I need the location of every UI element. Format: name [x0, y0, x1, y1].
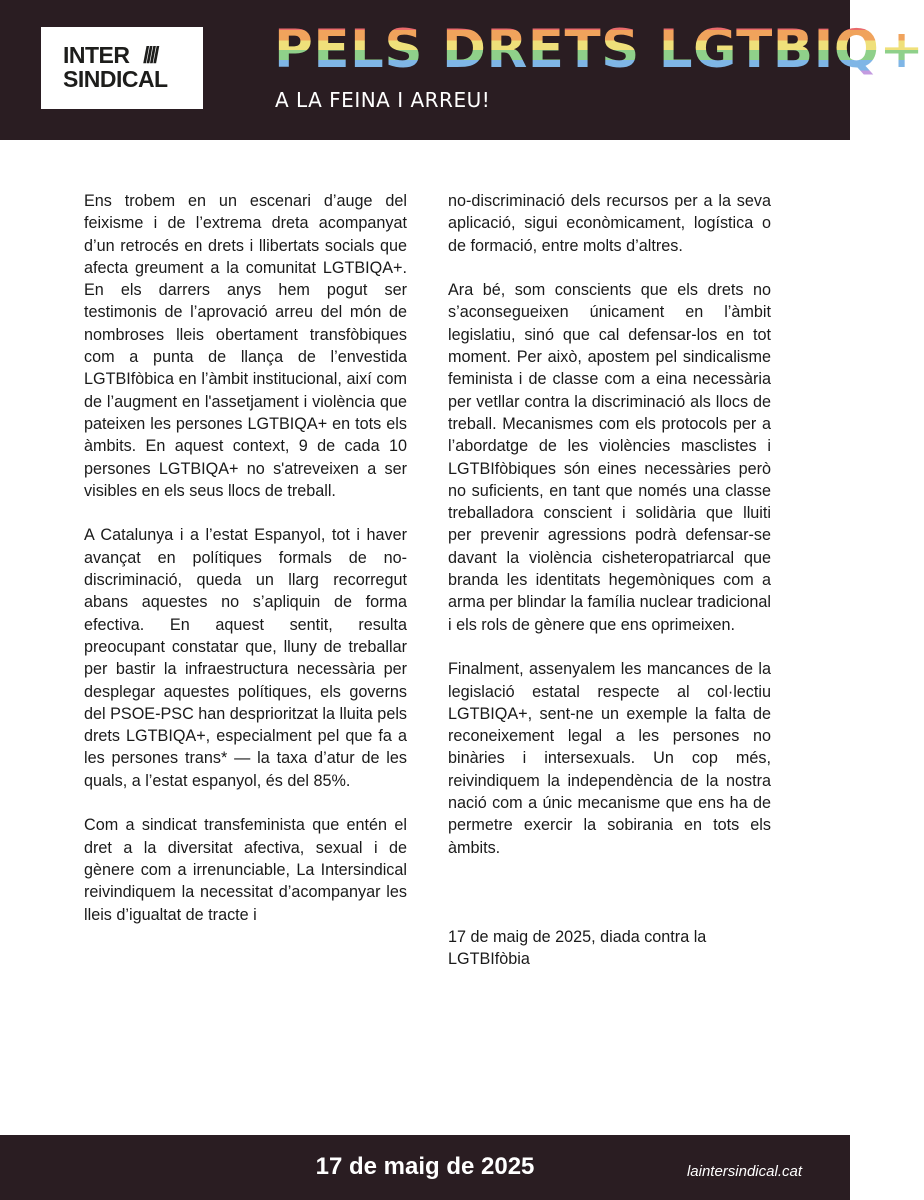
page-subtitle: A LA FEINA I ARREU!: [275, 88, 491, 112]
website-url: laintersindical.cat: [686, 1163, 802, 1180]
paragraph: A Catalunya i a l’estat Espanyol, tot i haver avançat en polítiques formals de no-discriminació, queda un llarg recorregut abans aquestes no s’apliquin de forma efectiva. En aquest sentit, resulta preocupant constatar que, lluny de treballar per bastir la infraestructura necessària per desplegar aquestes polítiques, els governs del PSOE-PSC han desprioritzat la lluita pels drets LGTBIQA+, especialment pel que fa a les persones trans* — la taxa d’atur de les quals, a l’estat espanyol, és del 85%.: [84, 526, 408, 790]
right-column: [448, 190, 771, 970]
paragraph: Com a sindicat transfeminista que entén el dret a la diversitat afectiva, sexual i de gènere com a irrenunciable, La Intersindical reivindiquem la necessitat d’acompanyar les lleis d’igualtat de tracte i: [84, 816, 407, 924]
logo-slashes: ////: [143, 42, 157, 68]
left-column: [84, 190, 407, 926]
page-title: PELS DRETS LGTBIQ+: [274, 19, 924, 80]
paragraph: Finalment, assenyalem les mancances de la legislació estatal respecte al col·lectiu LGTBIQA+, sent-ne un exemple la falta de reconeixement legal a les persones no binàries i intersexuals. Un cop més, reivindiquem la independència de la nostra nació com a únic mecanisme que ens ha de permetre exercir la sobirania en tots els àmbits.: [448, 660, 771, 857]
paragraph: no-discriminació dels recursos per a la seva aplicació, sigui econòmicament, logística o de formació, entre molts d’altres.: [448, 192, 771, 255]
header-banner: [0, 0, 924, 140]
spacer: [448, 881, 771, 903]
closing-line: 17 de maig de 2025, diada contra la LGTBIfòbia: [448, 927, 707, 969]
footer-bar: [0, 1135, 850, 1200]
paragraph: Ara bé, som conscients que els drets no s’aconsegueixen únicament en l’àmbit legislatiu, sinó que cal defensar-los en tot moment. Per això, apostem pel sindicalisme feminista i de classe com a eina necessària per vetllar contra la discriminació als llocs de treball. Mecanismes com els protocols per a l’abordatge de les violències masclistes i LGTBIfòbiques són eines necessàries però no suficients, en tant que només una classe treballadora conscient i solidària que lluiti per prevenir agressions podrà defensar-se davant la violència cisheteropatriarcal que branda les identitats hegemòniques com a arma per blindar la família nuclear tradicional i els rols de gènere que ens oprimeixen.: [448, 281, 772, 634]
logo-line1: INTER: [63, 42, 130, 68]
footer-date: 17 de maig de 2025: [315, 1153, 535, 1180]
logo-line2: SINDICAL: [63, 66, 168, 92]
paragraph: Ens trobem en un escenari d’auge del feixisme i de l’extrema dreta acompanyat d’un retrocés en drets i llibertats socials que afecta greument a la comunitat LGTBIQA+. En els darrers anys hem pogut ser testimonis de l’aprovació arreu del món de nombroses lleis obertament transfòbiques com a punta de llança de l’envestida LGTBIfòbica en l’àmbit institucional, així com de l’augment en l'assetjament i violència que pateixen les persones LGTBIQA+ en tots els àmbits. En aquest context, 9 de cada 10 persones LGTBIQA+ no s'atreveixen a ser visibles en els seus llocs de treball.: [84, 192, 407, 500]
intersindical-logo: [41, 27, 203, 109]
